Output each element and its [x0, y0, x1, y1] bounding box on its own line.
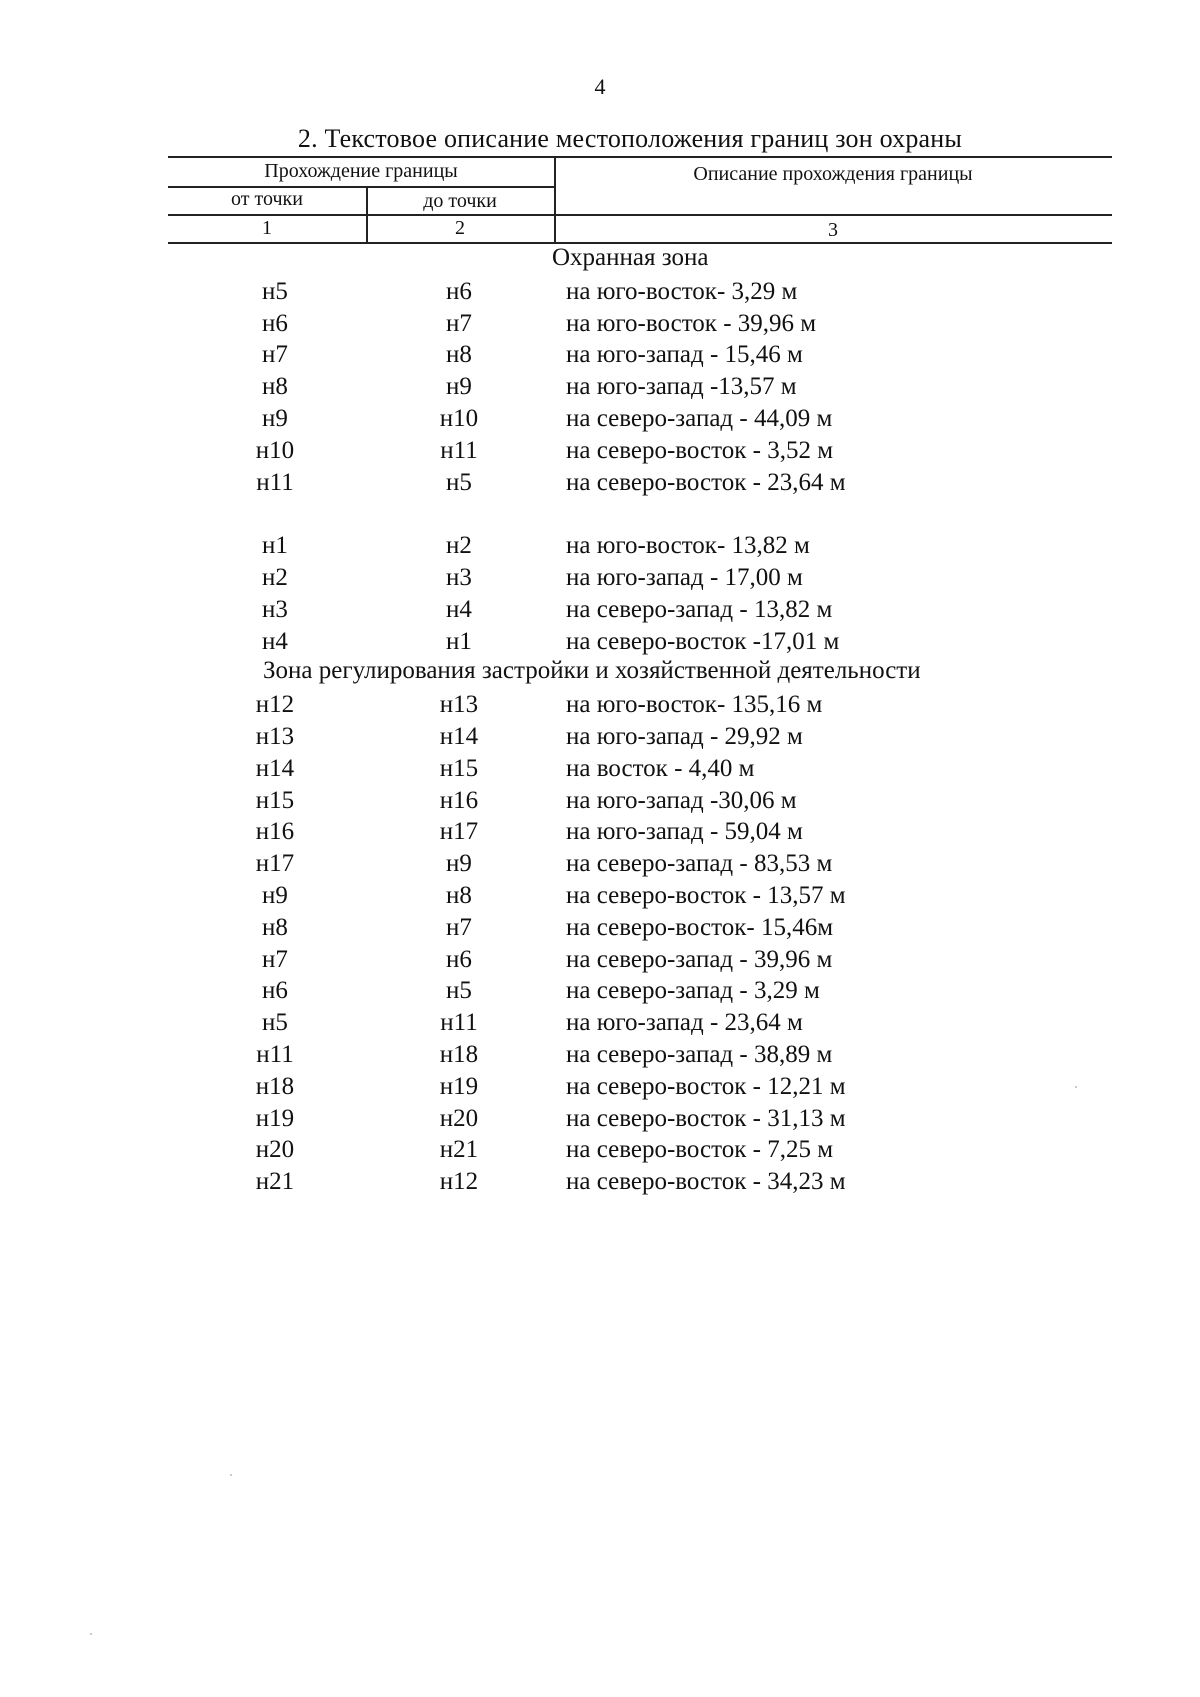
- to-point-cell: н4: [446, 595, 472, 623]
- table-row: [0, 946, 1200, 978]
- table-row: [0, 850, 1200, 882]
- to-point-cell: н17: [439, 818, 479, 846]
- description-cell: на северо-восток - 12,21 м: [566, 1072, 846, 1100]
- description-cell: на юго-запад - 23,64 м: [566, 1009, 803, 1037]
- description-cell: на юго-восток- 13,82 м: [566, 532, 810, 560]
- from-point-cell: н8: [262, 913, 288, 941]
- table-row: [0, 341, 1200, 373]
- page-number: 4: [594, 74, 606, 99]
- description-cell: на северо-восток - 3,52 м: [566, 436, 834, 464]
- table-row: [0, 1168, 1200, 1200]
- header-col1-number: 1: [262, 217, 272, 239]
- header-to-label: до точки: [423, 190, 497, 212]
- to-point-cell: н7: [446, 309, 472, 337]
- from-point-cell: н7: [262, 945, 288, 973]
- description-cell: на юго-запад - 15,46 м: [566, 341, 803, 369]
- to-point-cell: н14: [439, 723, 479, 750]
- to-point-cell: н8: [446, 341, 472, 369]
- to-point-cell: н7: [446, 913, 472, 941]
- to-point-cell: н5: [446, 977, 472, 1005]
- to-point-cell: н16: [439, 786, 479, 814]
- to-point-cell: н2: [446, 532, 472, 560]
- header-col3-number: 3: [828, 219, 838, 241]
- description-cell: на северо-запад - 83,53 м: [566, 850, 833, 878]
- table-row: [0, 1136, 1200, 1168]
- description-cell: на северо-восток - 23,64 м: [566, 468, 846, 496]
- document-title: 2. Текстовое описание местоположения границ зон охраны: [297, 124, 963, 153]
- to-point-cell: н11: [440, 1009, 478, 1037]
- header-from-label: от точки: [231, 188, 303, 210]
- description-cell: на юго-запад - 29,92 м: [566, 723, 803, 750]
- description-cell: на северо-восток - 34,23 м: [566, 1168, 846, 1196]
- description-cell: на юго-запад - 17,00 м: [566, 564, 803, 591]
- table-header: [168, 156, 1112, 244]
- table-row: [0, 564, 1200, 596]
- description-cell: на северо-восток -17,01 м: [566, 627, 840, 655]
- from-point-cell: н12: [255, 691, 295, 719]
- from-point-cell: н5: [262, 277, 288, 305]
- scan-speck: [230, 1474, 232, 1476]
- from-point-cell: н9: [262, 882, 288, 909]
- description-cell: на северо-запад - 13,82 м: [566, 595, 833, 623]
- to-point-cell: н6: [446, 945, 472, 973]
- table-row: [0, 755, 1200, 787]
- from-point-cell: н7: [262, 341, 288, 369]
- description-cell: на юго-запад -30,06 м: [566, 786, 797, 814]
- to-point-cell: н11: [440, 436, 478, 464]
- table-row: [0, 278, 1200, 310]
- from-point-cell: н4: [262, 627, 288, 655]
- table-row: [0, 1105, 1200, 1137]
- to-point-cell: н3: [446, 564, 472, 591]
- from-point-cell: н2: [262, 564, 288, 591]
- from-point-cell: н17: [255, 850, 295, 878]
- from-point-cell: н1: [262, 532, 288, 560]
- from-point-cell: н5: [262, 1009, 288, 1037]
- description-cell: на юго-запад -13,57 м: [566, 373, 797, 401]
- description-cell: на юго-запад - 59,04 м: [566, 818, 803, 846]
- to-point-cell: н20: [439, 1104, 479, 1132]
- scan-speck: [90, 1633, 92, 1635]
- description-cell: на восток - 4,40 м: [566, 754, 755, 782]
- from-point-cell: н8: [262, 373, 288, 401]
- description-cell: на северо-запад - 38,89 м: [566, 1041, 833, 1068]
- description-cell: на северо-запад - 39,96 м: [566, 945, 833, 973]
- from-point-cell: н3: [262, 595, 288, 623]
- table-row: [0, 405, 1200, 437]
- from-point-cell: н11: [256, 468, 294, 496]
- table-row: [0, 1041, 1200, 1073]
- to-point-cell: н1: [446, 627, 472, 655]
- table-row: [0, 469, 1200, 501]
- to-point-cell: н15: [439, 754, 479, 782]
- table-row: [0, 914, 1200, 946]
- from-point-cell: н21: [255, 1168, 295, 1196]
- table-row: [0, 977, 1200, 1009]
- to-point-cell: н12: [439, 1168, 479, 1196]
- table-row: [0, 1009, 1200, 1041]
- to-point-cell: н5: [446, 468, 472, 496]
- from-point-cell: н6: [262, 977, 288, 1005]
- from-point-cell: н10: [255, 436, 295, 464]
- from-point-cell: н20: [255, 1136, 295, 1164]
- description-cell: на северо-восток - 13,57 м: [566, 882, 846, 909]
- section-title: Охранная зона: [552, 244, 709, 271]
- header-group-label: Прохождение границы: [264, 160, 458, 182]
- description-cell: на юго-восток- 135,16 м: [566, 691, 823, 719]
- from-point-cell: н9: [262, 405, 288, 432]
- to-point-cell: н8: [446, 882, 472, 909]
- description-cell: на северо-восток - 7,25 м: [566, 1136, 834, 1164]
- table-row: [0, 532, 1200, 564]
- description-cell: на северо-восток - 31,13 м: [566, 1104, 846, 1132]
- table-row: [0, 787, 1200, 819]
- table-row: [0, 373, 1200, 405]
- table-row: [0, 882, 1200, 914]
- section-title: Зона регулирования застройки и хозяйственной деятельности: [263, 657, 921, 685]
- from-point-cell: н13: [255, 723, 295, 750]
- from-point-cell: н16: [255, 818, 295, 846]
- to-point-cell: н10: [439, 405, 479, 432]
- description-cell: на северо-запад - 44,09 м: [566, 405, 833, 432]
- table-row: [0, 1073, 1200, 1105]
- table-row: [0, 596, 1200, 628]
- table-row: [0, 818, 1200, 850]
- to-point-cell: н9: [446, 373, 472, 401]
- header-col2-number: 2: [455, 217, 465, 239]
- description-cell: на северо-запад - 3,29 м: [566, 977, 820, 1005]
- from-point-cell: н6: [262, 309, 288, 337]
- table-row: [0, 628, 1200, 660]
- table-row: [0, 723, 1200, 755]
- to-point-cell: н19: [439, 1072, 479, 1100]
- to-point-cell: н13: [439, 691, 479, 719]
- description-cell: на юго-восток - 39,96 м: [566, 309, 817, 337]
- to-point-cell: н21: [439, 1136, 479, 1164]
- description-cell: на юго-восток- 3,29 м: [566, 277, 798, 305]
- from-point-cell: н11: [256, 1041, 294, 1068]
- table-row: [0, 310, 1200, 342]
- to-point-cell: н9: [446, 850, 472, 878]
- from-point-cell: н14: [255, 754, 295, 782]
- from-point-cell: н18: [255, 1072, 295, 1100]
- to-point-cell: н6: [446, 277, 472, 305]
- to-point-cell: н18: [439, 1041, 479, 1068]
- table-row: [0, 691, 1200, 723]
- from-point-cell: н15: [255, 786, 295, 814]
- description-cell: на северо-восток- 15,46м: [566, 913, 834, 941]
- table-row: [0, 437, 1200, 469]
- from-point-cell: н19: [255, 1104, 295, 1132]
- header-description-label: Описание прохождения границы: [693, 163, 973, 185]
- scan-speck: [1075, 1086, 1077, 1088]
- header-top-border: [168, 156, 1112, 158]
